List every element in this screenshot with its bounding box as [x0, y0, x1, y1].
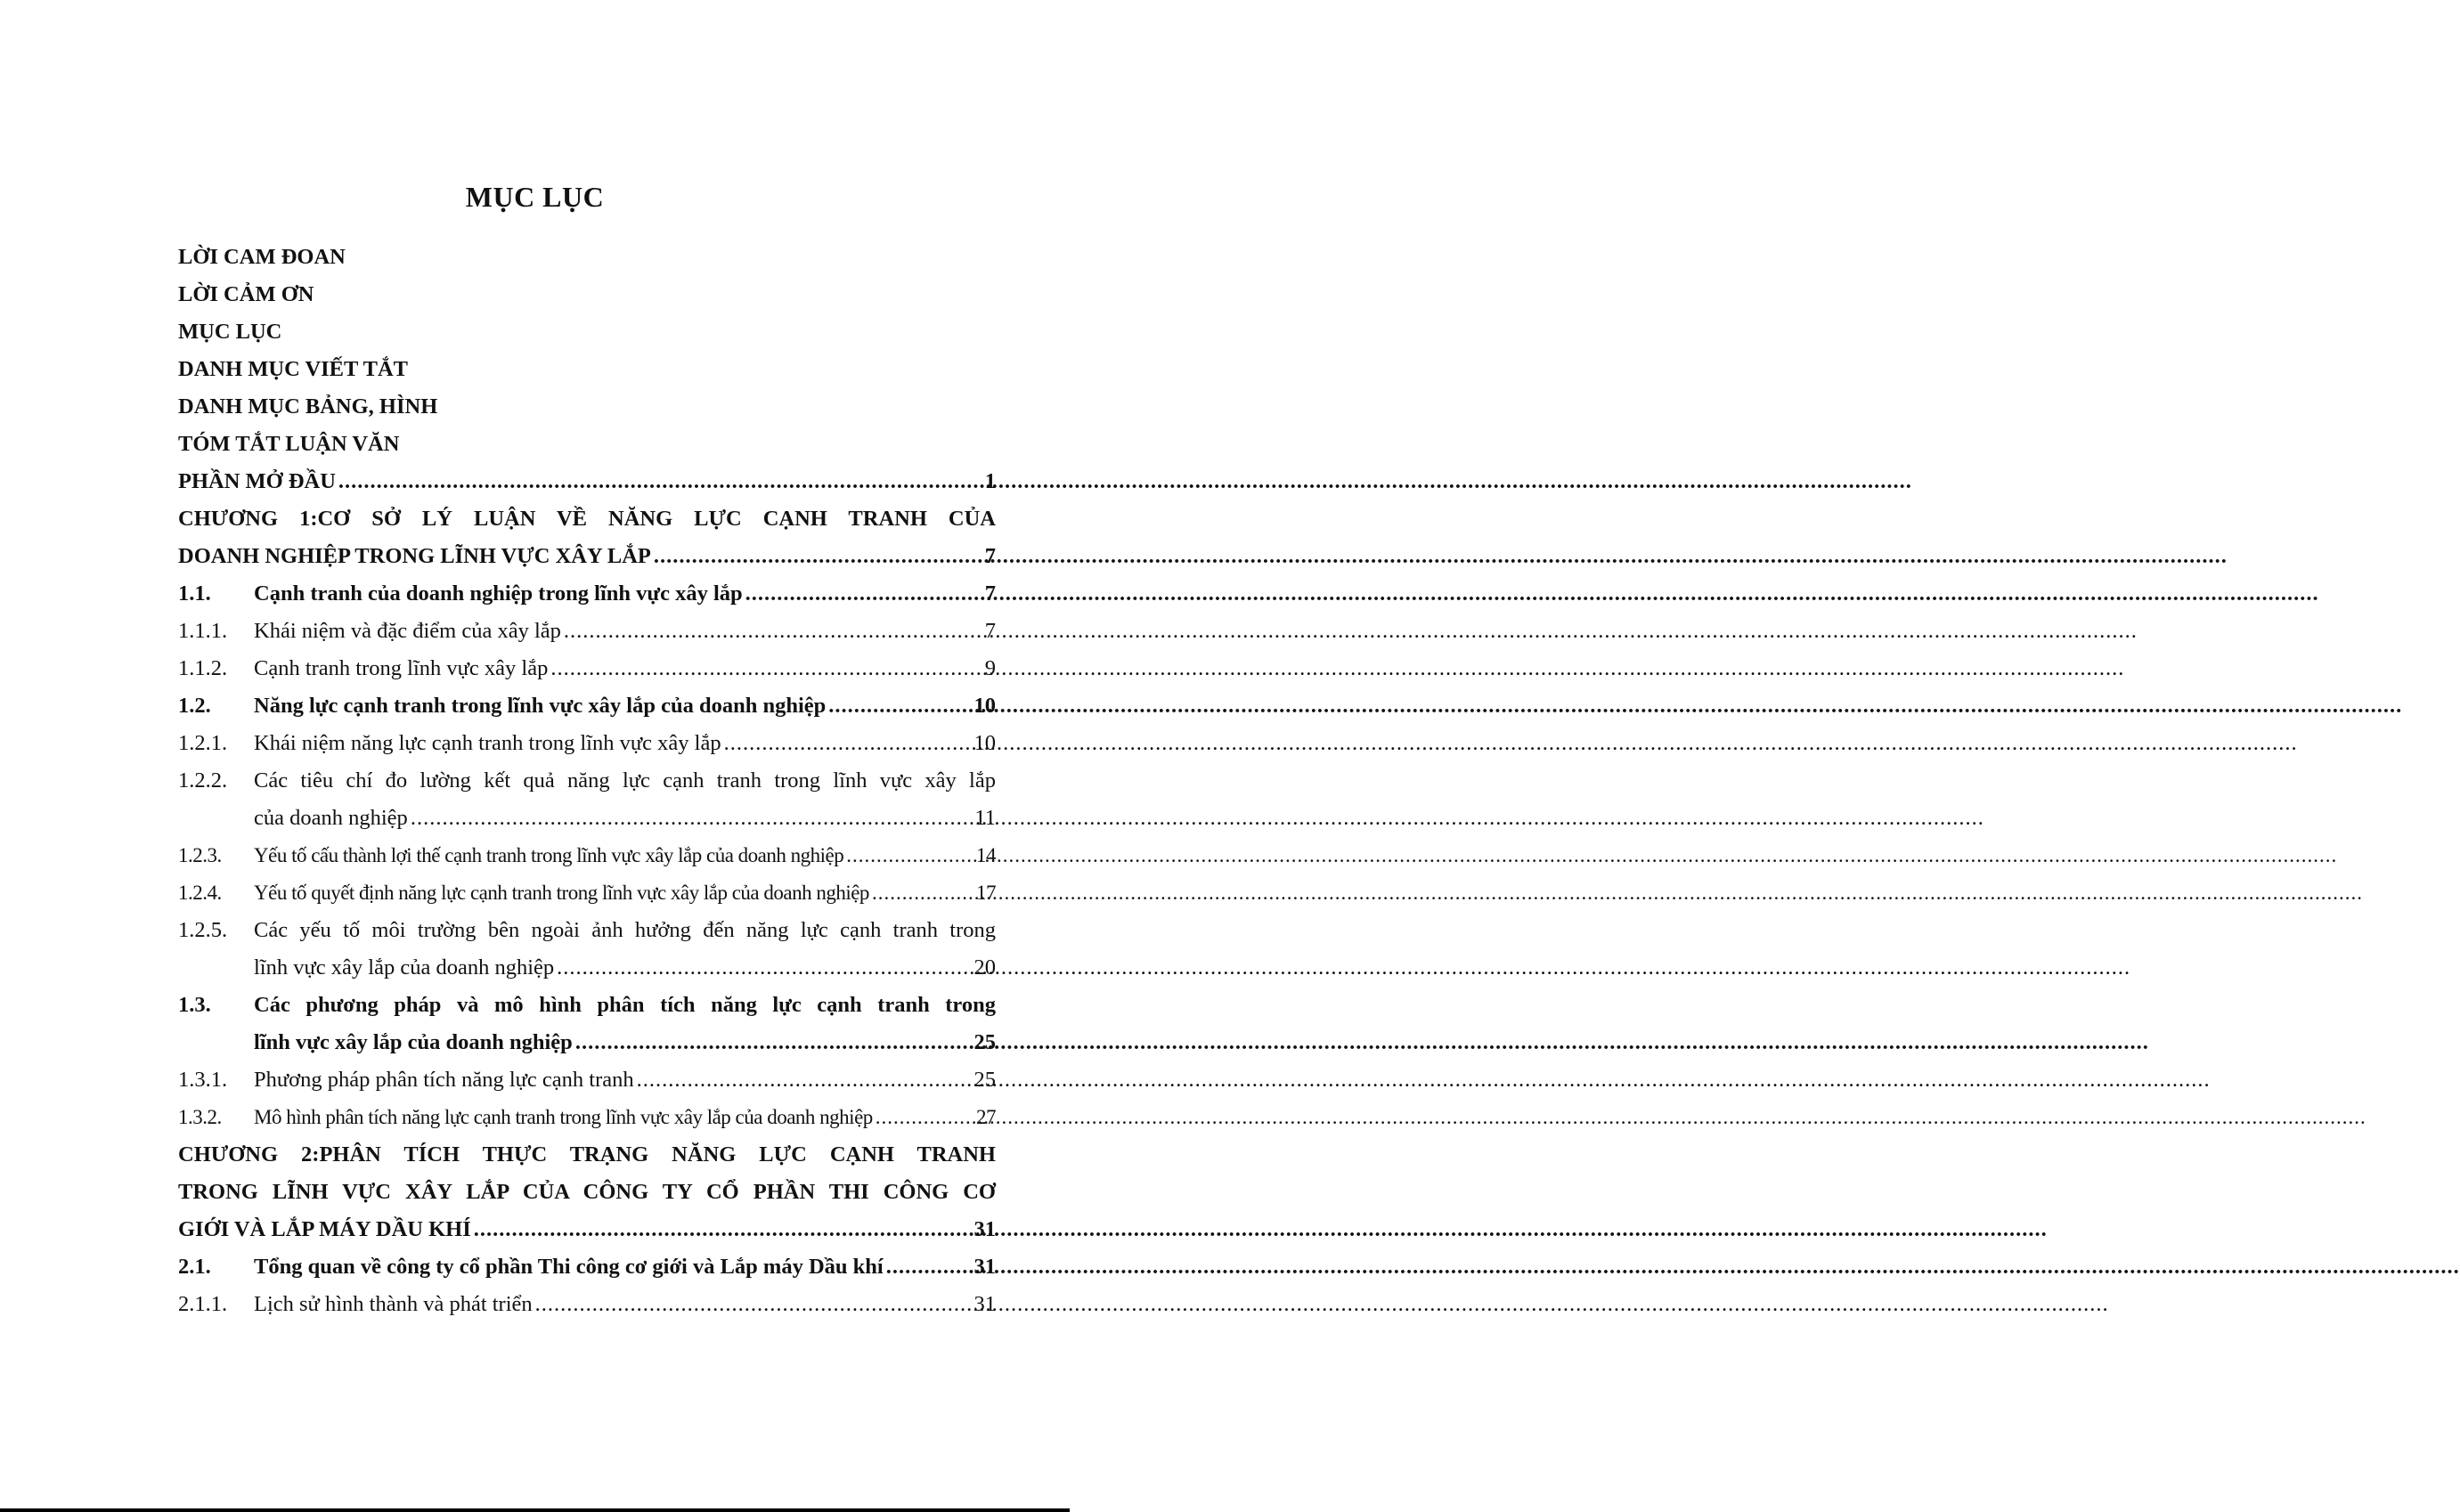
document-page	[0, 0, 1070, 1512]
toc-front-item: DANH MỤC BẢNG, HÌNH	[178, 394, 438, 419]
toc-entry-text: CHƯƠNG 1:CƠ SỞ LÝ LUẬN VỀ NĂNG LỰC CẠNH TRANH CỦA	[178, 507, 996, 531]
toc-section-number: 1.2.1.	[178, 731, 228, 755]
toc-section-1-2-2[interactable]	[178, 762, 996, 800]
toc-section-number: 1.2.	[178, 694, 211, 718]
toc-entry-text: Các phương pháp và mô hình phân tích năng lực cạnh tranh trong	[254, 993, 996, 1017]
toc-section-2-1[interactable]	[178, 1248, 996, 1286]
toc-front-item: TÓM TẮT LUẬN VĂN	[178, 432, 400, 456]
toc-section-1-2-5[interactable]	[178, 912, 996, 949]
dot-leader	[474, 1211, 972, 1248]
toc-chapter-2[interactable]	[178, 1136, 996, 1174]
toc-section-1-2-2-cont[interactable]	[178, 800, 996, 837]
dot-leader	[637, 1061, 972, 1099]
toc-entry-text: Yếu tố quyết định năng lực cạnh tranh trong lĩnh vực xây lắp của doanh nghiệp	[254, 882, 869, 904]
toc-entry-text: Phương pháp phân tích năng lực cạnh tranh	[254, 1068, 634, 1092]
page-title: MỤC LỤC	[465, 181, 605, 213]
toc-section-number: 1.2.3.	[178, 844, 222, 866]
bottom-edge-rule	[0, 1508, 1070, 1512]
dot-leader	[724, 725, 972, 762]
dot-leader	[550, 650, 982, 687]
toc-entry-text: Tổng quan về công ty cổ phần Thi công cơ giới và Lắp máy Dầu khí	[254, 1255, 884, 1279]
dot-leader	[876, 1099, 973, 1136]
toc-chapter-1[interactable]	[178, 500, 996, 538]
toc-entry-text: Yếu tố cấu thành lợi thế cạnh tranh trong lĩnh vực xây lắp của doanh nghiệp	[254, 844, 844, 866]
toc-page-number: 31	[973, 1292, 996, 1316]
dot-leader	[564, 613, 982, 650]
toc-page-number: 31	[973, 1217, 996, 1241]
toc-section-number: 2.1.	[178, 1255, 211, 1279]
toc-page-number: 7	[984, 544, 996, 568]
toc-entry-text: Các yếu tố môi trường bên ngoài ảnh hưởng đến năng lực cạnh tranh trong	[254, 918, 996, 942]
toc-page-number: 14	[976, 844, 996, 866]
dot-leader	[745, 575, 982, 613]
toc-entry-text: Mô hình phân tích năng lực cạnh tranh trong lĩnh vực xây lắp của doanh nghiệp	[254, 1106, 873, 1128]
toc-section-number: 1.3.2.	[178, 1106, 222, 1128]
toc-front-item: LỜI CẢM ƠN	[178, 282, 314, 306]
dot-leader	[872, 874, 973, 912]
dot-leader	[535, 1286, 972, 1323]
toc-section-number: 1.2.5.	[178, 918, 228, 942]
dot-leader	[828, 687, 971, 725]
toc-section-1-1[interactable]	[178, 575, 996, 613]
toc-page-number: 1	[984, 469, 996, 493]
toc-entry-text: TRONG LĨNH VỰC XÂY LẮP CỦA CÔNG TY CỔ PHẦN THI CÔNG CƠ	[178, 1180, 996, 1204]
toc-page-number: 9	[984, 656, 996, 680]
toc-front-item: MỤC LỤC	[178, 320, 282, 344]
toc-entry-text: lĩnh vực xây lắp của doanh nghiệp	[254, 1030, 573, 1054]
toc-page-number: 25	[973, 1068, 996, 1092]
toc-entry-text: Năng lực cạnh tranh trong lĩnh vực xây lắp của doanh nghiệp	[254, 694, 827, 718]
toc-entry-text: PHẦN MỞ ĐẦU	[178, 469, 336, 493]
toc-section-number: 1.3.	[178, 993, 211, 1017]
toc-section-1-2-5-cont[interactable]	[178, 949, 996, 987]
toc-section-number: 1.2.4.	[178, 882, 222, 904]
toc-section-1-3[interactable]	[178, 987, 996, 1024]
toc-page-number: 25	[973, 1030, 996, 1054]
toc-page-number: 10	[973, 694, 996, 718]
toc-section-number: 1.1.	[178, 581, 211, 606]
toc-section-1-1-2[interactable]	[178, 650, 996, 687]
toc-section-1-2-4[interactable]	[178, 874, 996, 912]
toc-entry-text: Lịch sử hình thành và phát triển	[254, 1292, 533, 1316]
toc-section-2-1-1[interactable]	[178, 1286, 996, 1323]
toc-section-number: 2.1.1.	[178, 1292, 228, 1316]
toc-page-number: 7	[984, 619, 996, 643]
toc-page-number: 10	[973, 731, 996, 755]
dot-leader	[886, 1248, 972, 1286]
toc-entry-text: của doanh nghiệp	[254, 806, 408, 830]
toc-entry-text: Khái niệm năng lực cạnh tranh trong lĩnh vực xây lắp	[254, 731, 721, 755]
toc-section-1-1-1[interactable]	[178, 613, 996, 650]
dot-leader	[654, 538, 982, 575]
toc-section-1-3-cont[interactable]	[178, 1024, 996, 1061]
toc-chapter-2-cont[interactable]	[178, 1211, 996, 1248]
toc-section-1-2-3[interactable]	[178, 837, 996, 874]
toc-section-1-3-2[interactable]	[178, 1099, 996, 1136]
toc-section-number: 1.1.2.	[178, 656, 228, 680]
toc-section-1-3-1[interactable]	[178, 1061, 996, 1099]
toc-entry-text: Cạnh tranh của doanh nghiệp trong lĩnh vực xây lắp	[254, 581, 743, 606]
toc-entry-text: lĩnh vực xây lắp của doanh nghiệp	[254, 955, 555, 980]
toc-page-number: 7	[984, 581, 996, 606]
toc-page-number: 20	[973, 955, 996, 980]
toc-front-item: LỜI CAM ĐOAN	[178, 245, 346, 269]
toc-section-number: 1.2.2.	[178, 768, 228, 793]
toc-section-number: 1.1.1.	[178, 619, 228, 643]
dot-leader	[575, 1024, 972, 1061]
dot-leader	[846, 837, 973, 874]
toc-page-number: 11	[974, 806, 996, 830]
dot-leader	[557, 949, 971, 987]
toc-entry-text: Cạnh tranh trong lĩnh vực xây lắp	[254, 656, 549, 680]
toc-entry-text: DOANH NGHIỆP TRONG LĨNH VỰC XÂY LẮP	[178, 544, 651, 568]
toc-section-1-2-1[interactable]	[178, 725, 996, 762]
toc-page-number: 31	[973, 1255, 996, 1279]
dot-leader	[338, 463, 982, 500]
toc-page-number: 27	[976, 1106, 996, 1128]
toc-entry-text: CHƯƠNG 2:PHÂN TÍCH THỰC TRẠNG NĂNG LỰC CẠNH TRANH	[178, 1142, 996, 1167]
toc-chapter-2-cont[interactable]	[178, 1174, 996, 1211]
toc-entry-intro[interactable]	[178, 463, 996, 500]
toc-front-item: DANH MỤC VIẾT TẮT	[178, 357, 408, 381]
toc-entry-text: Các tiêu chí đo lường kết quả năng lực cạnh tranh trong lĩnh vực xây lắp	[254, 768, 996, 793]
toc-entry-text: GIỚI VÀ LẮP MÁY DẦU KHÍ	[178, 1217, 471, 1241]
toc-section-1-2[interactable]	[178, 687, 996, 725]
toc-chapter-1-cont[interactable]	[178, 538, 996, 575]
toc-entry-text: Khái niệm và đặc điểm của xây lắp	[254, 619, 561, 643]
toc-section-number: 1.3.1.	[178, 1068, 228, 1092]
dot-leader	[411, 800, 973, 837]
toc-page-number: 17	[976, 882, 996, 904]
table-of-contents	[178, 239, 996, 1323]
